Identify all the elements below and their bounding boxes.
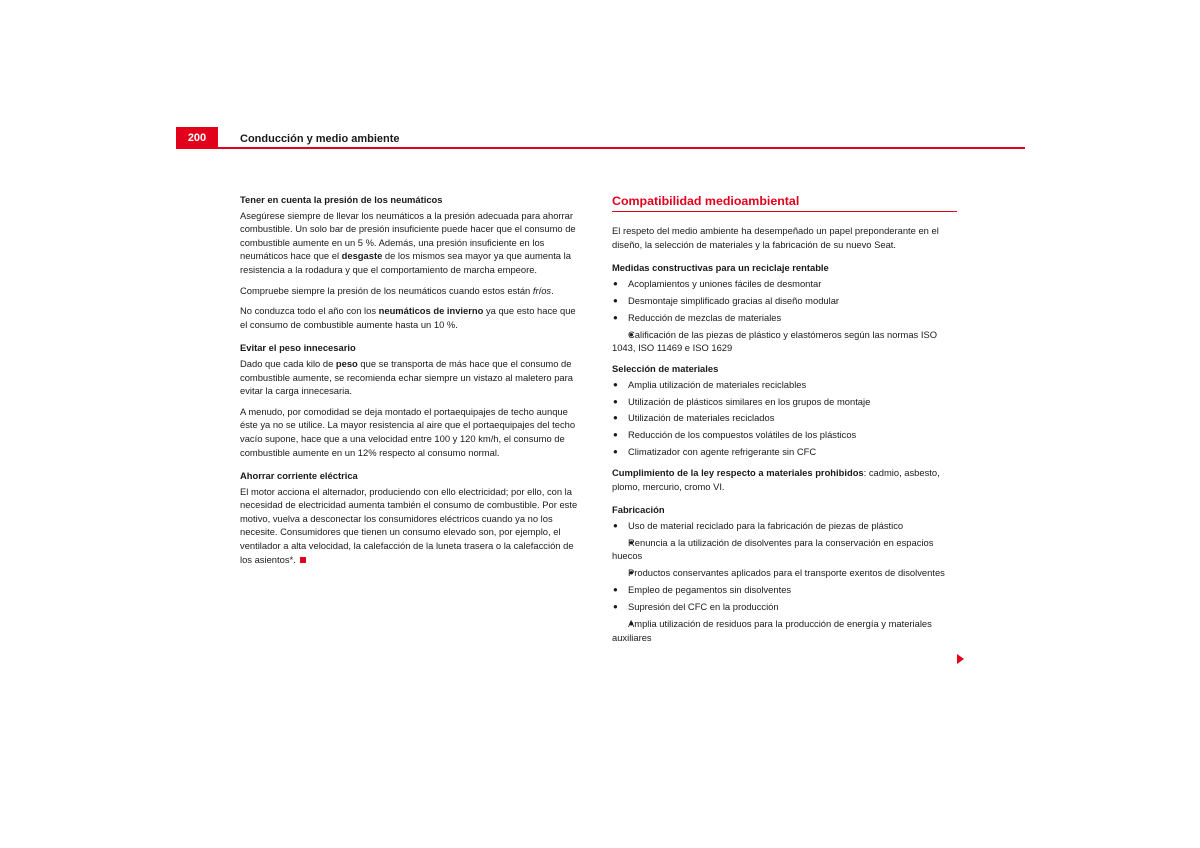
tires-paragraph-1: Asegúrese siempre de llevar los neumáticos a la presión adecuada para ahorrar combustible. Un solo bar de presión insuficiente puede hacer que el consumo de combustible aumente en un 5 %. Además, una presión insuficiente en los neumáticos hace que el desgaste de los mismos sea mayor ya que aumenta la resistencia a la rodadura y que el comportamiento de marcha empeore. bbox=[240, 209, 576, 275]
left-column bbox=[240, 193, 585, 573]
list-item: ● Utilización de plásticos similares en los grupos de montaje bbox=[612, 395, 957, 409]
tires-heading: Tener en cuenta la presión de los neumáticos bbox=[240, 194, 443, 205]
section-rule bbox=[612, 211, 957, 212]
manufacturing-heading: Fabricación bbox=[612, 504, 665, 516]
list-item: ● Reducción de los compuestos volátiles de los plásticos bbox=[612, 428, 957, 442]
construction-heading: Medidas constructivas para un reciclaje rentable bbox=[612, 262, 829, 274]
power-paragraph-1: El motor acciona el alternador, produciendo con ello electricidad; por ello, con la necesidad de electricidad aumenta también el consumo de combustible. Por este motivo, vuelva a desconectar los consumidores eléctricos cuando ya no los necesite. Consumidores que tienen un consumo elevado son, por ejemplo, el ventilador a alta velocidad, la calefacción de la luneta trasera o la calefacción de los asientos*. bbox=[240, 485, 578, 565]
chapter-title: Conducción y medio ambiente bbox=[240, 133, 400, 145]
weight-paragraph-2: A menudo, por comodidad se deja montado el portaequipajes de techo aunque éste ya no se utilice. La mayor resistencia al aire que el portaequipajes del techo vacío supone, hace que a una velocidad entre 100 y 120 km/h, el consumo de combustible aumente en un 12% respecto al consumo normal. bbox=[240, 405, 576, 458]
list-item: ● Renuncia a la utilización de disolventes para la conservación en espacios huecos bbox=[612, 536, 957, 563]
list-item: ● Climatizador con agente refrigerante sin CFC bbox=[612, 445, 957, 459]
list-item: ● Utilización de materiales reciclados bbox=[612, 411, 957, 425]
manufacturing-list bbox=[612, 519, 957, 645]
power-heading: Ahorrar corriente eléctrica bbox=[240, 470, 358, 482]
right-column bbox=[612, 193, 957, 652]
header-rule bbox=[176, 147, 1025, 149]
page-header bbox=[176, 127, 1025, 149]
materials-heading: Selección de materiales bbox=[612, 362, 719, 374]
list-item: ● Uso de material reciclado para la fabricación de piezas de plástico bbox=[612, 519, 957, 533]
weight-paragraph-1: Dado que cada kilo de peso que se transporta de más hace que el consumo de combustible aumente, se recomienda echar siempre un vistazo al maletero para evitar la carga innecesaria. bbox=[240, 357, 573, 397]
materials-list bbox=[612, 378, 957, 460]
page-number: 200 bbox=[176, 127, 218, 148]
intro-paragraph: El respeto del medio ambiente ha desempeñado un papel preponderante en el diseño, la selección de materiales y la fabricación de su nuevo Seat. bbox=[612, 225, 939, 250]
section-title: Compatibilidad medioambiental bbox=[612, 194, 800, 208]
law-paragraph: Cumplimiento de la ley respecto a materiales prohibidos: cadmio, asbesto, plomo, mercurio, cromo VI. bbox=[612, 467, 940, 492]
weight-heading: Evitar el peso innecesario bbox=[240, 342, 356, 354]
construction-list bbox=[612, 277, 957, 355]
tires-paragraph-2: Compruebe siempre la presión de los neumáticos cuando estos están fríos. bbox=[240, 284, 554, 296]
list-item: ● Calificación de las piezas de plástico y elastómeros según las normas ISO 1043, ISO 11469 e ISO 1629 bbox=[612, 328, 957, 355]
list-item: ● Reducción de mezclas de materiales bbox=[612, 311, 957, 325]
list-item: ● Acoplamientos y uniones fáciles de desmontar bbox=[612, 277, 957, 291]
continue-arrow-icon bbox=[957, 654, 964, 664]
list-item: ● Supresión del CFC en la producción bbox=[612, 600, 957, 614]
list-item: ● Amplia utilización de residuos para la producción de energía y materiales auxiliares bbox=[612, 617, 957, 644]
list-item: ● Empleo de pegamentos sin disolventes bbox=[612, 583, 957, 597]
end-of-section-icon bbox=[300, 557, 306, 563]
list-item: ● Amplia utilización de materiales reciclables bbox=[612, 378, 957, 392]
list-item: ● Productos conservantes aplicados para el transporte exentos de disolventes bbox=[612, 566, 957, 580]
tires-paragraph-3: No conduzca todo el año con los neumáticos de invierno ya que esto hace que el consumo de combustible aumente hasta un 10 %. bbox=[240, 305, 576, 330]
list-item: ● Desmontaje simplificado gracias al diseño modular bbox=[612, 294, 957, 308]
